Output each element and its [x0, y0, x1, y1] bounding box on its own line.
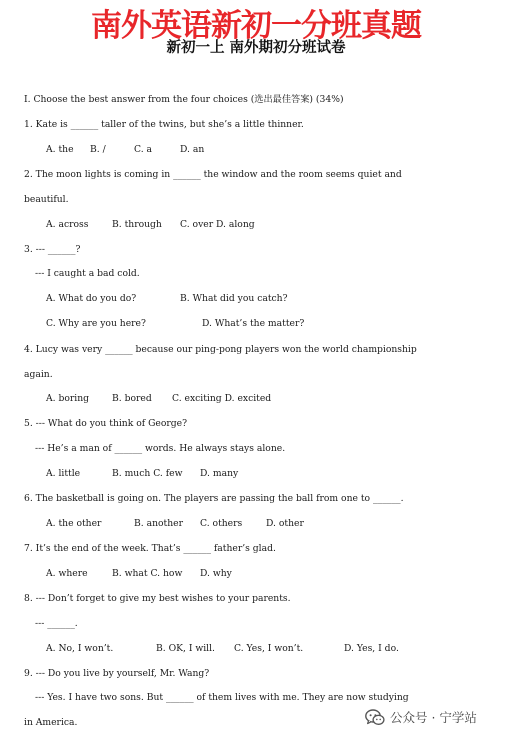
- question-7-options: [46, 568, 232, 580]
- question-5-stem: 5. --- What do you think of George?: [24, 418, 188, 429]
- question-7-stem: 7. It’s the end of the week. That’s ______ father’s glad.: [24, 543, 276, 554]
- question-4-stem-cont: again.: [24, 369, 53, 380]
- question-2-stem-cont: beautiful.: [24, 194, 69, 205]
- question-8-stem: 8. --- Don’t forget to give my best wishes to your parents.: [24, 593, 291, 604]
- option-b: B. another: [134, 518, 183, 529]
- option-a: A. No, I won’t.: [46, 643, 114, 654]
- question-9-reply-cont: in America.: [24, 717, 78, 728]
- section-title: I. Choose the best answer from the four choices (选出最佳答案) (34%): [24, 94, 344, 105]
- question-3-options-row2: [46, 318, 304, 330]
- option-b: B. through: [112, 219, 162, 230]
- option-a: A. the: [46, 144, 74, 155]
- option-b: B. /: [90, 144, 106, 155]
- option-d: D. What’s the matter?: [202, 318, 305, 329]
- option-a: A. What do you do?: [46, 293, 137, 304]
- exam-subtitle: 新初一上 南外期初分班试卷: [166, 40, 346, 56]
- option-a: A. the other: [46, 518, 102, 529]
- question-8-reply: --- ______.: [35, 618, 78, 629]
- banner-title: 南外英语新初一分班真题: [91, 8, 421, 44]
- question-1-options: [46, 144, 204, 156]
- question-9-stem: 9. --- Do you live by yourself, Mr. Wang?: [24, 668, 210, 679]
- option-b: B. bored: [112, 393, 152, 404]
- option-b-c: B. much C. few: [112, 468, 183, 479]
- question-4-options: [46, 393, 271, 405]
- question-1-stem: 1. Kate is ______ taller of the twins, but she’s a little thinner.: [24, 119, 304, 130]
- question-5-options: [46, 468, 238, 480]
- option-b: B. OK, I will.: [156, 643, 215, 654]
- option-d: D. Yes, I do.: [344, 643, 399, 654]
- question-5-reply: --- He’s a man of ______ words. He always stays alone.: [35, 443, 286, 454]
- option-d: D. why: [200, 568, 232, 579]
- option-a: A. across: [46, 219, 89, 230]
- option-c: C. Why are you here?: [46, 318, 146, 329]
- question-2-options: [46, 219, 255, 231]
- option-b: B. What did you catch?: [180, 293, 288, 304]
- question-8-options: [46, 643, 399, 655]
- option-d: D. many: [200, 468, 239, 479]
- question-3-options-row1: [46, 293, 288, 305]
- question-3-reply: --- I caught a bad cold.: [35, 268, 140, 279]
- question-6-options: [46, 518, 304, 530]
- option-c: C. a: [134, 144, 153, 155]
- option-c-d: C. over D. along: [180, 219, 255, 230]
- option-d: D. other: [266, 518, 304, 529]
- question-6-stem: 6. The basketball is going on. The players are passing the ball from one to ______.: [24, 493, 404, 504]
- option-c-d: C. exciting D. excited: [172, 393, 272, 404]
- question-3-stem: 3. --- ______?: [24, 244, 81, 255]
- watermark: [365, 706, 477, 728]
- watermark-text: 公众号 · 宁学站: [390, 710, 477, 725]
- option-d: D. an: [180, 144, 205, 155]
- question-9-reply: --- Yes. I have two sons. But ______ of them lives with me. They are now studying: [35, 692, 409, 703]
- option-b-c: B. what C. how: [112, 568, 183, 579]
- option-a: A. little: [46, 468, 81, 479]
- option-c: C. Yes, I won’t.: [234, 643, 304, 654]
- question-4-stem: 4. Lucy was very ______ because our ping-pong players won the world championship: [24, 344, 417, 355]
- option-a: A. boring: [46, 393, 90, 404]
- option-c: C. others: [200, 518, 243, 529]
- question-2-stem: 2. The moon lights is coming in ______ the window and the room seems quiet and: [24, 169, 402, 180]
- option-a: A. where: [46, 568, 88, 579]
- wechat-icon: [365, 709, 385, 726]
